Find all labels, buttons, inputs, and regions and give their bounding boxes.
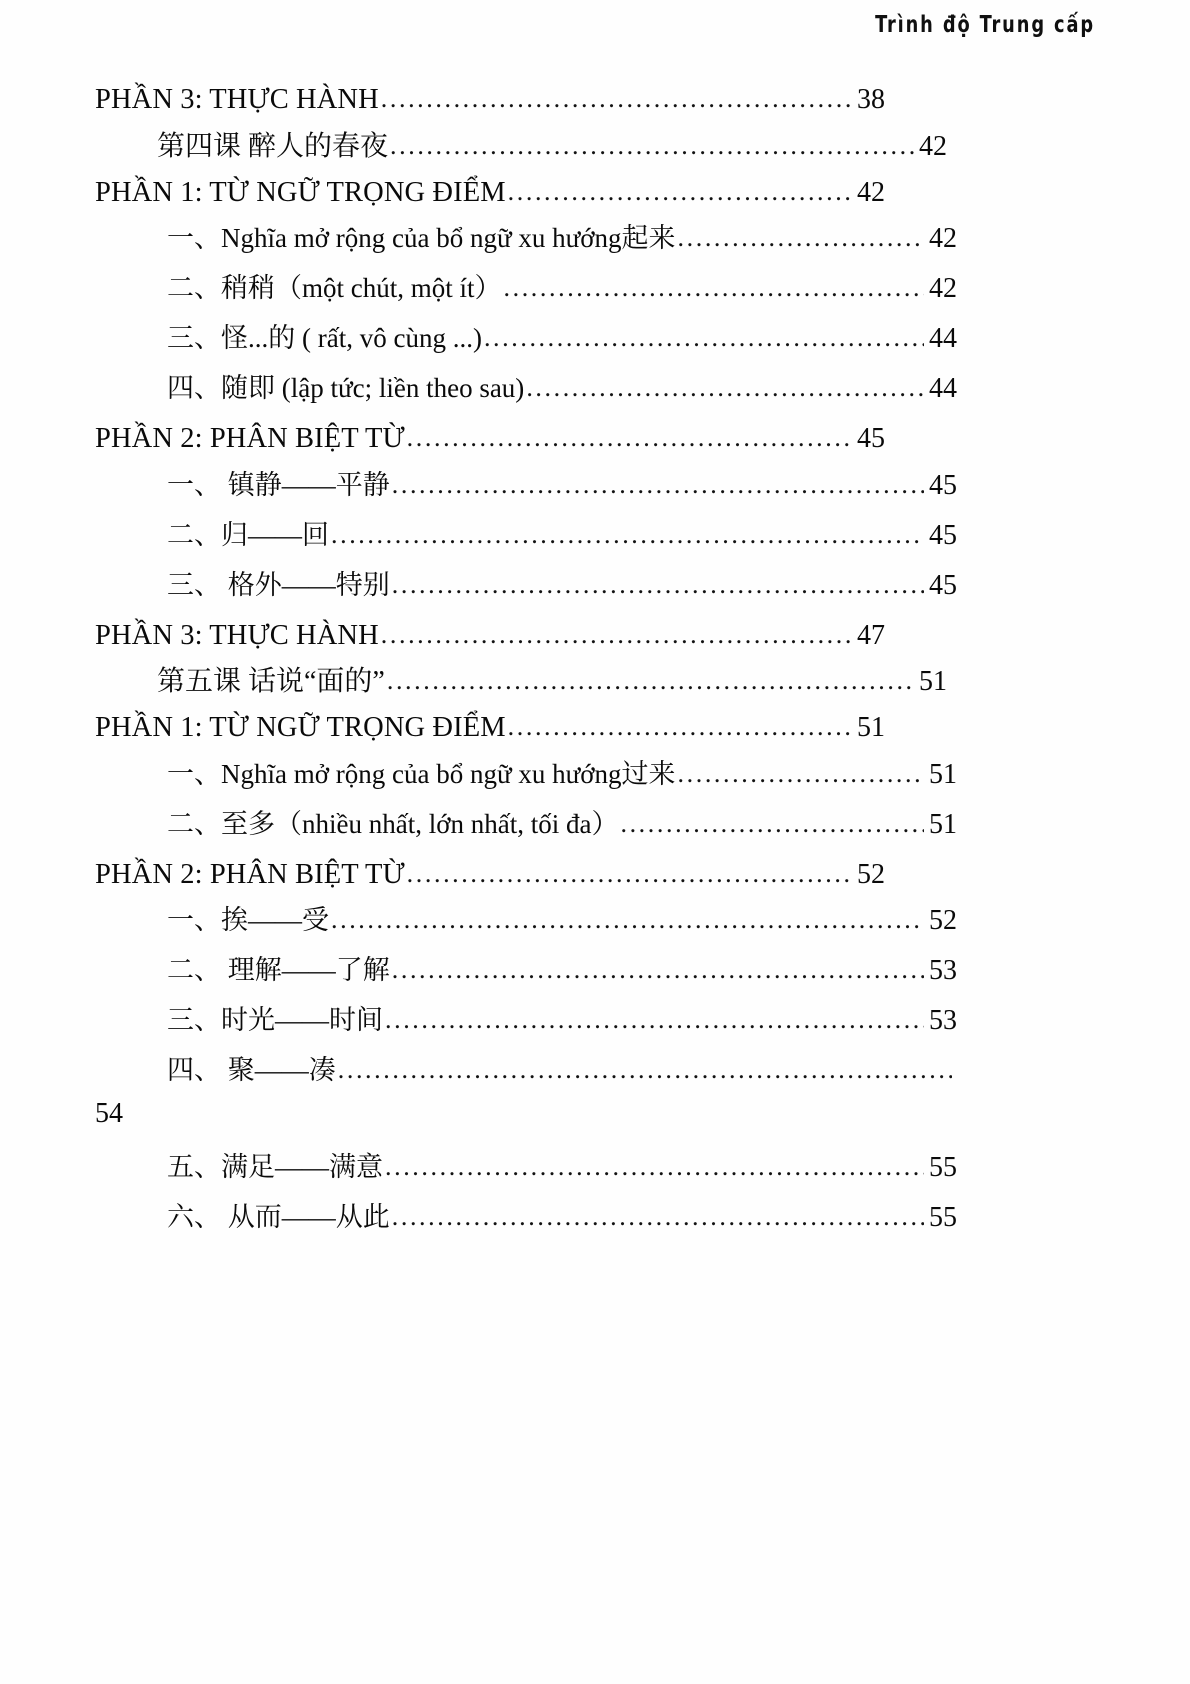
toc-page-number: 55 <box>929 1152 957 1183</box>
toc-leader-dots <box>338 1057 952 1083</box>
toc-entry-label: PHẦN 3: THỰC HÀNH <box>95 84 379 115</box>
toc-entry[interactable] <box>95 1057 957 1084</box>
toc-leader-dots <box>407 861 852 887</box>
toc-entry[interactable] <box>95 758 957 790</box>
toc-page-number: 45 <box>929 519 957 551</box>
toc-leader-dots <box>392 957 924 983</box>
toc-entry-label: PHẦN 1: TỪ NGỮ TRỌNG ĐIỂM <box>95 712 506 743</box>
toc-leader-dots <box>392 572 924 598</box>
toc-leader-dots <box>381 86 852 112</box>
toc-entry[interactable] <box>95 325 957 353</box>
toc-page-number: 53 <box>929 955 957 986</box>
toc-leader-dots <box>331 522 924 548</box>
toc-leader-dots <box>678 225 924 251</box>
toc-entry[interactable] <box>95 375 957 403</box>
toc-leader-dots <box>407 425 852 451</box>
toc-leader-dots <box>620 811 924 837</box>
running-header: Trình độ Trung cấp <box>875 12 1095 38</box>
toc-page-number: 44 <box>929 323 957 354</box>
toc-page-number: 45 <box>929 569 957 601</box>
toc-page-number: 42 <box>929 223 957 254</box>
toc-leader-dots <box>387 668 914 694</box>
toc-page-number: 52 <box>929 905 957 936</box>
toc-entry-label: PHẦN 2: PHÂN BIỆT TỪ <box>95 423 405 454</box>
toc-entry[interactable] <box>95 808 957 840</box>
toc-entry-label: 二、归——回 <box>167 519 329 550</box>
toc-leader-dots <box>390 133 914 159</box>
toc-entry-label: PHẦN 1: TỪ NGỮ TRỌNG ĐIỂM <box>95 176 506 208</box>
toc-entry[interactable] <box>95 275 957 303</box>
toc-entry[interactable] <box>95 519 957 551</box>
toc-page-number: 51 <box>929 808 957 840</box>
toc-page-number: 51 <box>857 712 885 743</box>
toc-leader-dots <box>392 1204 924 1230</box>
toc-page-number: 51 <box>929 758 957 790</box>
toc-page-number: 52 <box>857 858 885 890</box>
toc-leader-dots <box>385 1154 924 1180</box>
toc-page-number-overflow: 54 <box>95 1098 123 1129</box>
table-of-contents <box>95 84 957 1254</box>
toc-entry-label: 三、时光——时间 <box>167 1005 383 1035</box>
toc-entry[interactable] <box>95 1204 957 1232</box>
toc-entry[interactable] <box>95 714 885 743</box>
toc-entry-label: 第五课 话说“面的” <box>157 666 385 697</box>
toc-leader-dots <box>392 472 924 498</box>
toc-entry-label: PHẦN 3: THỰC HÀNH <box>95 619 379 651</box>
toc-entry[interactable] <box>95 86 885 115</box>
toc-entry[interactable] <box>95 858 885 890</box>
toc-leader-dots <box>331 907 924 933</box>
toc-page-number: 42 <box>857 176 885 208</box>
toc-leader-dots <box>678 761 924 787</box>
toc-entry[interactable] <box>95 907 957 935</box>
toc-leader-dots <box>508 714 852 740</box>
toc-entry[interactable] <box>95 957 957 985</box>
toc-page-number: 51 <box>919 666 947 697</box>
toc-entry[interactable] <box>95 469 957 501</box>
toc-entry-label: 二、稍稍（một chút, một ít） <box>167 273 502 303</box>
toc-page-number: 44 <box>929 373 957 404</box>
toc-leader-dots <box>504 275 925 301</box>
toc-leader-dots <box>526 375 924 401</box>
toc-entry-label: 五、满足——满意 <box>167 1152 383 1182</box>
toc-entry-label: 一、 镇静——平静 <box>167 469 390 500</box>
toc-page-number: 53 <box>929 1005 957 1036</box>
toc-entry[interactable] <box>95 425 885 454</box>
toc-entry-label: 二、 理解——了解 <box>167 955 390 985</box>
toc-entry-label: 二、至多（nhiều nhất, lớn nhất, tối đa） <box>167 808 619 839</box>
toc-entry[interactable] <box>95 619 885 651</box>
toc-page-number: 47 <box>857 619 885 651</box>
toc-entry-label: 一、Nghĩa mở rộng của bổ ngữ xu hướng起来 <box>167 223 676 253</box>
toc-entry-label: 第四课 醉人的春夜 <box>157 130 389 162</box>
toc-leader-dots <box>508 179 852 205</box>
toc-entry[interactable] <box>95 1154 957 1182</box>
toc-entry[interactable] <box>95 668 947 696</box>
toc-entry[interactable] <box>95 225 957 253</box>
toc-entry[interactable] <box>95 1007 957 1035</box>
toc-page-number: 55 <box>929 1202 957 1233</box>
toc-entry-label: 三、 格外——特别 <box>167 569 390 600</box>
toc-entry[interactable] <box>95 130 947 162</box>
toc-entry[interactable] <box>95 569 957 601</box>
toc-page-number: 45 <box>929 469 957 501</box>
toc-page-number: 42 <box>919 130 947 162</box>
toc-page-number: 42 <box>929 273 957 304</box>
toc-entry-label: 一、Nghĩa mở rộng của bổ ngữ xu hướng过来 <box>167 758 676 789</box>
toc-leader-dots <box>385 1007 924 1033</box>
toc-entry-label: 四、随即 (lập tức; liền theo sau) <box>167 373 525 403</box>
toc-entry-label: PHẦN 2: PHÂN BIỆT TỪ <box>95 858 405 890</box>
toc-page-number: 38 <box>857 84 885 115</box>
toc-entry-label: 一、挨——受 <box>167 905 329 935</box>
toc-page-number: 45 <box>857 423 885 454</box>
toc-entry-label: 六、 从而——从此 <box>167 1202 390 1232</box>
toc-entry[interactable] <box>95 176 885 208</box>
toc-leader-dots <box>381 622 852 648</box>
toc-entry-label: 三、怪...的 ( rất, vô cùng ...) <box>167 323 482 353</box>
toc-entry-label: 四、 聚——凑 <box>167 1055 336 1085</box>
toc-leader-dots <box>484 325 924 351</box>
